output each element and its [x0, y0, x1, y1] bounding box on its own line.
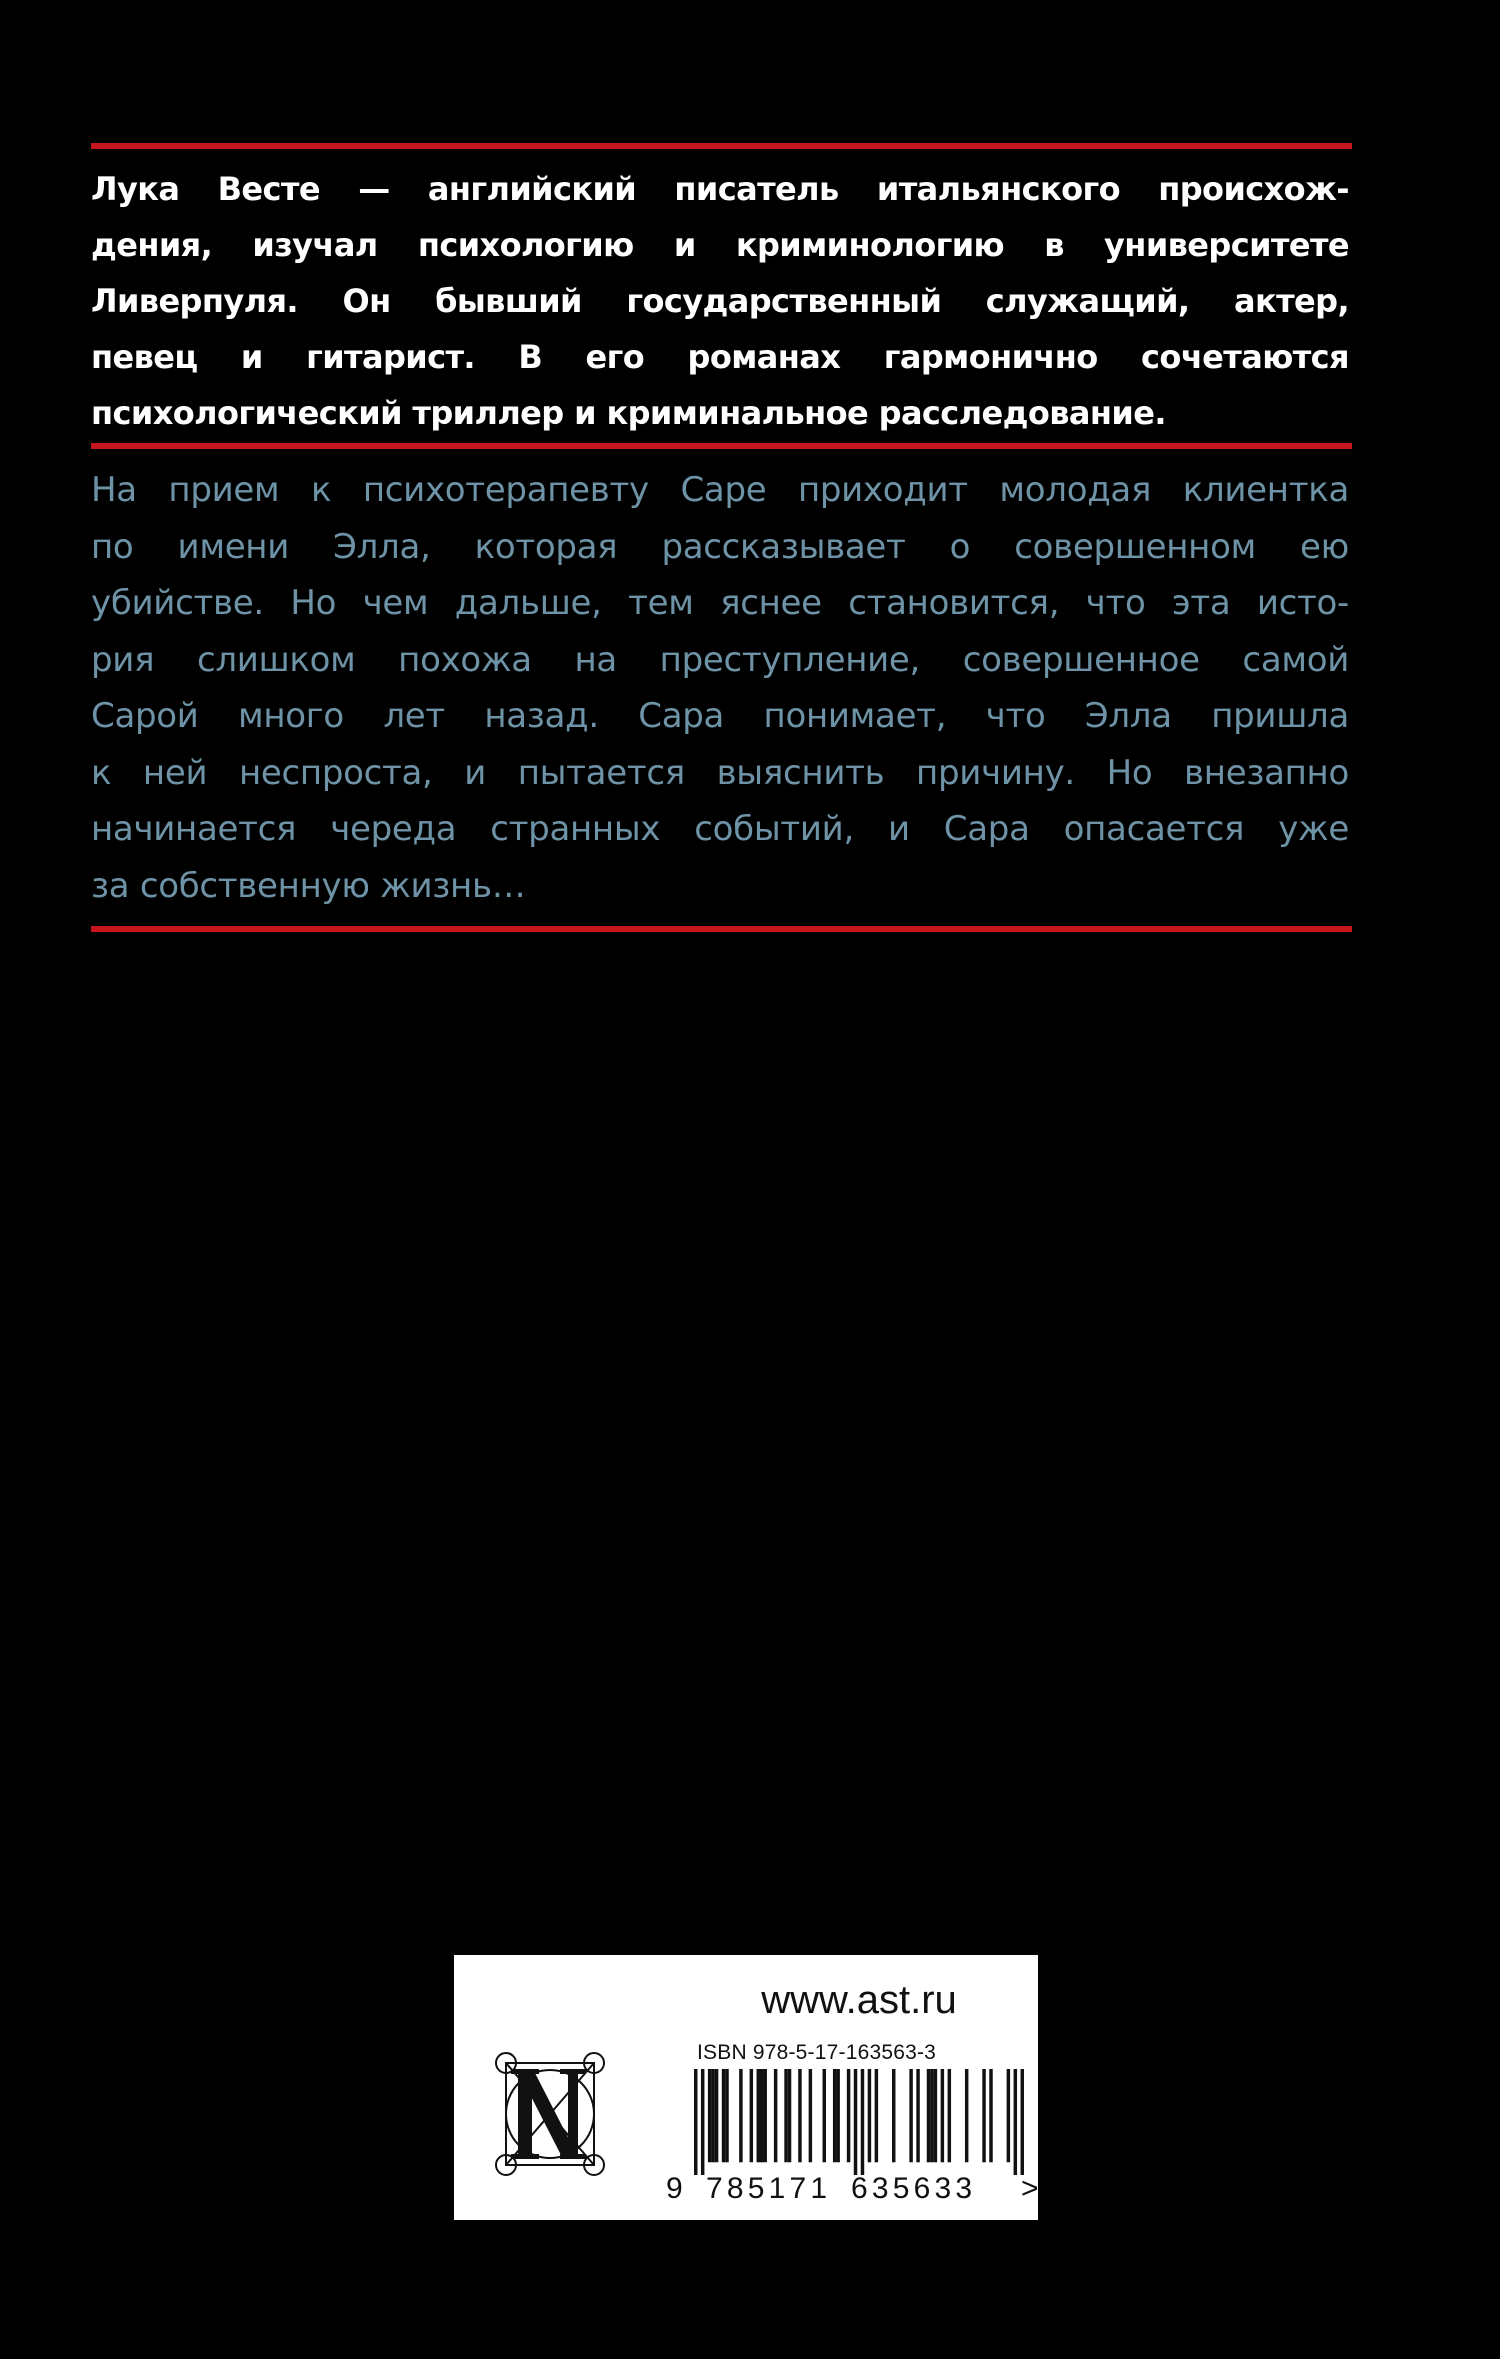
barcode-bar [948, 2069, 951, 2162]
barcode-bar [847, 2069, 850, 2162]
author-bio-line: певец и гитарист. В его романах гармонично сочетаются [91, 338, 1349, 376]
synopsis-line: рия слишком похожа на преступление, совершенное самой [91, 639, 1349, 680]
synopsis-line: Сарой много лет назад. Сара понимает, что Элла пришла [91, 696, 1349, 736]
barcode-bar [784, 2069, 787, 2162]
author-bio-line: психологический триллер и криминальное расследование. [91, 394, 1166, 432]
barcode-bar [763, 2069, 766, 2162]
synopsis-line: к ней неспроста, и пытается выяснить причину. Но внезапно [91, 752, 1349, 793]
barcode-bar [739, 2069, 742, 2162]
barcode-bar [715, 2069, 718, 2162]
barcode-bar [725, 2069, 728, 2162]
synopsis-line: На прием к психотерапевту Саре приходит молодая клиентка [91, 470, 1349, 510]
barcode-bar [861, 2069, 864, 2175]
barcode-digits-right: 635633 [851, 2172, 977, 2205]
barcode-bar [1007, 2069, 1010, 2162]
barcode-bar [1014, 2069, 1017, 2175]
barcode-bar [836, 2069, 839, 2162]
ean13-barcode-icon [694, 2069, 1024, 2175]
middle-divider [91, 443, 1352, 449]
barcode-bar [989, 2069, 992, 2162]
author-bio-line: Лука Весте — английский писатель итальянского происхож- [91, 170, 1349, 208]
barcode-bar [708, 2069, 711, 2162]
barcode-digits-left: 785171 [706, 2172, 832, 2205]
author-bio [91, 161, 1349, 441]
barcode-label [454, 1955, 1038, 2220]
book-synopsis [91, 462, 1349, 914]
barcode-bar [982, 2069, 985, 2162]
barcode-bar [965, 2069, 968, 2162]
barcode-bar [833, 2069, 836, 2162]
top-divider [91, 143, 1352, 149]
barcode-bar [788, 2069, 791, 2162]
publisher-n-monogram-icon [494, 2051, 606, 2177]
barcode-bar [760, 2069, 763, 2162]
barcode-bar [927, 2069, 930, 2162]
barcode-bar [711, 2069, 714, 2162]
synopsis-line: по имени Элла, которая рассказывает о совершенном ею [91, 526, 1349, 567]
barcode-bar [916, 2069, 919, 2162]
barcode-bar [798, 2069, 801, 2162]
barcode-bar [722, 2069, 725, 2162]
barcode-bar [694, 2069, 697, 2175]
barcode-bar [868, 2069, 871, 2162]
barcode-bar [701, 2069, 704, 2175]
bottom-divider [91, 926, 1352, 932]
barcode-digit-first: 9 [666, 2172, 683, 2205]
barcode-bar [892, 2069, 895, 2162]
barcode-quiet-zone-marker: > [1021, 2172, 1039, 2205]
barcode-bar [757, 2069, 760, 2162]
barcode-bar [875, 2069, 878, 2162]
barcode-bar [930, 2069, 933, 2162]
barcode-bar [1021, 2069, 1024, 2175]
barcode-bar [941, 2069, 944, 2162]
synopsis-line: убийстве. Но чем дальше, тем яснее становится, что эта исто- [91, 583, 1349, 623]
barcode-bar [750, 2069, 753, 2162]
barcode-bar [934, 2069, 937, 2162]
barcode-bar [774, 2069, 777, 2162]
synopsis-line: за собственную жизнь… [91, 865, 526, 906]
barcode-bar [809, 2069, 812, 2162]
synopsis-line: начинается череда странных событий, и Сара опасается уже [91, 809, 1349, 849]
author-bio-line: дения, изучал психологию и криминологию в университете [91, 226, 1349, 264]
author-bio-line: Ливерпуля. Он бывший государственный служащий, актер, [91, 282, 1349, 320]
isbn-number: ISBN 978-5-17-163563-3 [697, 2041, 937, 2064]
barcode-bar [909, 2069, 912, 2162]
barcode-bar [854, 2069, 857, 2175]
publisher-website: www.ast.ru [761, 1978, 957, 2022]
barcode-bar [823, 2069, 826, 2162]
